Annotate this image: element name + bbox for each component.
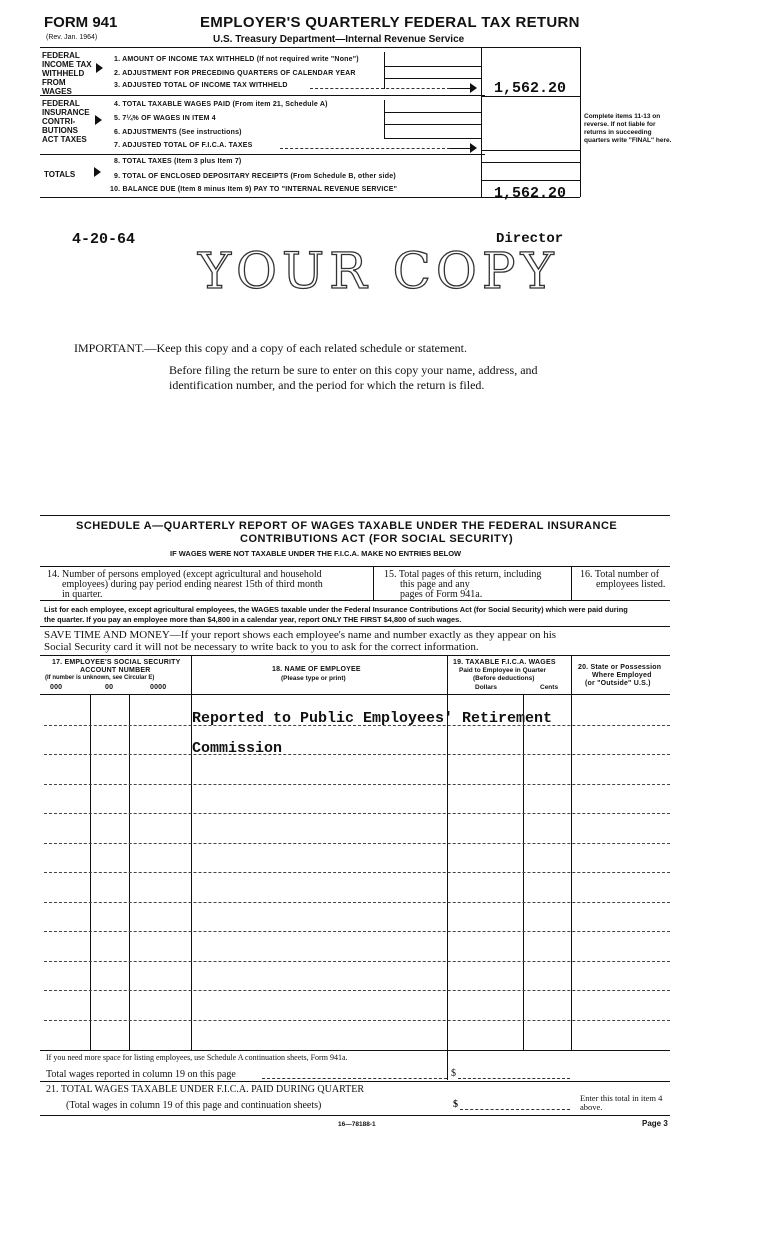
- entry-box-left-b: [384, 100, 385, 139]
- typed-entry-line-2[interactable]: Commission: [192, 740, 283, 757]
- schedule-title-1: SCHEDULE A—QUARTERLY REPORT OF WAGES TAXABLE UNDER THE FEDERAL INSURANCE: [76, 520, 618, 532]
- table-row: [44, 902, 670, 903]
- section-rule-1: [40, 95, 485, 96]
- table-row: [44, 754, 670, 755]
- enter-total-note: Enter this total in item 4 above.: [580, 1093, 663, 1112]
- schedule-top-rule: [40, 515, 670, 516]
- col-17-sub-2: 00: [105, 684, 114, 691]
- agency-line: U.S. Treasury Department—Internal Revenue Service: [213, 34, 465, 45]
- col-17-note: (If number is unknown, see Circular E): [45, 675, 155, 681]
- col-19-cents: Cents: [540, 684, 559, 691]
- leader-line-3: [310, 88, 450, 89]
- section-rule-2: [40, 154, 485, 155]
- table-row: [44, 931, 670, 932]
- item-21-line-2: (Total wages in column 19 of this page and continuation sheets): [66, 1100, 322, 1111]
- leader-line-7: [280, 148, 450, 149]
- total-wages-label: Total wages reported in column 19 on this page: [46, 1069, 236, 1080]
- save-line-1: SAVE TIME AND MONEY—If your report shows each employee's name and number exactly as they appear on his: [44, 629, 557, 641]
- item-21-rule: [40, 1081, 670, 1082]
- col-20-sub-b: (or "Outside" U.S.): [585, 680, 651, 687]
- col-17-sub-3: 0000: [150, 684, 167, 691]
- arrow-right-icon: [470, 83, 477, 93]
- important-lead: IMPORTANT.: [74, 341, 145, 355]
- total-wages-entry[interactable]: [458, 1078, 570, 1079]
- table-header-bottom-rule: [40, 694, 670, 695]
- items-divider-1: [373, 566, 374, 600]
- col-17-subtitle: ACCOUNT NUMBER: [80, 667, 151, 674]
- table-row: [44, 1020, 670, 1021]
- save-line-2: Social Security card it will not be necessary to write back to you to ask for the correct information.: [44, 641, 479, 653]
- arrow-line-7: [450, 148, 470, 149]
- arrow-line-3: [450, 88, 470, 89]
- your-copy-watermark: YOUR COPY: [198, 242, 559, 300]
- header-rule: [40, 47, 580, 48]
- income-tax-section-label: FEDERAL INCOME TAX WITHHELD FROM WAGES: [42, 51, 92, 96]
- entry-line-6: [384, 138, 481, 139]
- total-wages-leader: [262, 1078, 447, 1079]
- entry-line-4: [384, 112, 481, 113]
- entry-line-2: [384, 78, 481, 79]
- item-14-line-1: 14. Number of persons employed (except agricultural and household: [47, 569, 322, 580]
- amount-rule-9: [481, 180, 580, 181]
- amount-column-divider: [481, 47, 482, 197]
- important-line-3: identification number, and the period for which the return is filed.: [169, 378, 485, 392]
- table-bottom-rule: [40, 1050, 670, 1051]
- amount-rule-7: [481, 150, 580, 151]
- col-17-title: 17. EMPLOYEE'S SOCIAL SECURITY: [52, 659, 181, 666]
- line-4-label: 4. TOTAL TAXABLE WAGES PAID (From item 21, Schedule A): [114, 101, 328, 108]
- list-note-2: the quarter. If you pay an employee more than $4,800 in a calendar year, report ONLY THE FIRST $4,800 of such wages.: [44, 615, 462, 624]
- entry-line-5: [384, 124, 481, 125]
- col-19-dollars: Dollars: [475, 684, 498, 691]
- side-note: Complete items 11-13 on reverse. If not liable for returns in succeeding quarters write "FINAL" here.: [584, 113, 672, 144]
- page-number: Page 3: [642, 1119, 668, 1128]
- table-row: [44, 961, 670, 962]
- col-17-sub-1: 000: [50, 684, 63, 691]
- line-5-label: 5. 7¼% OF WAGES IN ITEM 4: [114, 115, 216, 122]
- pointer-icon: [95, 115, 102, 125]
- item-14-line-3: in quarter.: [62, 589, 103, 600]
- totals-section-label: TOTALS: [44, 170, 76, 179]
- total-wages-dollar: $: [451, 1068, 456, 1079]
- important-line-2: Before filing the return be sure to enter on this copy your name, address, and: [169, 363, 538, 377]
- pointer-icon: [96, 63, 103, 73]
- item-14-line-2: employees) during pay period ending nearest 15th of third month: [62, 579, 323, 590]
- item-15-line-1: 15. Total pages of this return, including: [384, 569, 542, 580]
- item-21-dollar: $: [453, 1099, 458, 1110]
- amount-column-right: [580, 47, 581, 197]
- line-7-label: 7. ADJUSTED TOTAL OF F.I.C.A. TAXES: [114, 142, 253, 149]
- table-row: [44, 990, 670, 991]
- important-text: —Keep this copy and a copy of each related schedule or statement.: [144, 341, 467, 355]
- col-18-title: 18. NAME OF EMPLOYEE: [272, 666, 361, 673]
- col-20-sub-a: Where Employed: [592, 672, 652, 679]
- line-9-label: 9. TOTAL OF ENCLOSED DEPOSITARY RECEIPTS (From Schedule B, other side): [114, 173, 396, 180]
- col-19-sub-a: Paid to Employee in Quarter: [459, 667, 547, 674]
- item-16-line-1: 16. Total number of: [580, 569, 660, 580]
- line-1-label: 1. AMOUNT OF INCOME TAX WITHHELD (If not required write "None"): [114, 56, 359, 63]
- schedule-title-2: CONTRIBUTIONS ACT (FOR SOCIAL SECURITY): [240, 533, 514, 545]
- item-16-line-2: employees listed.: [596, 579, 666, 590]
- col-20-title: 20. State or Possession: [578, 664, 662, 671]
- item-21-entry[interactable]: [460, 1109, 570, 1110]
- line-3-label: 3. ADJUSTED TOTAL OF INCOME TAX WITHHELD: [114, 82, 288, 89]
- form-number: FORM 941: [44, 14, 118, 31]
- item-21-line-1: 21. TOTAL WAGES TAXABLE UNDER F.I.C.A. PAID DURING QUARTER: [46, 1084, 365, 1095]
- pointer-icon: [94, 167, 101, 177]
- items-divider-2: [571, 566, 572, 600]
- form-revision: (Rev. Jan. 1964): [46, 34, 98, 41]
- table-row: [44, 872, 670, 873]
- form-code: 16—78188-1: [338, 1121, 376, 1128]
- fica-section-label: FEDERAL INSURANCE CONTRI- BUTIONS ACT TAXES: [42, 99, 90, 144]
- line-10-amount[interactable]: 1,562.20: [494, 185, 567, 202]
- arrow-right-icon: [470, 143, 477, 153]
- col-19-title: 19. TAXABLE F.I.C.A. WAGES: [453, 659, 556, 666]
- typed-entry-line-1[interactable]: Reported to Public Employees' Retirement: [192, 710, 553, 727]
- items-top-rule: [40, 566, 670, 567]
- line-6-label: 6. ADJUSTMENTS (See instructions): [114, 129, 242, 136]
- list-note-1: List for each employee, except agricultural employees, the WAGES taxable under the Federal Insurance Contributions Act (for Social Security) which were paid during: [44, 605, 628, 614]
- item-15-line-2: this page and any: [400, 579, 470, 590]
- table-row: [44, 784, 670, 785]
- schedule-subtitle: IF WAGES WERE NOT TAXABLE UNDER THE F.I.C.A. MAKE NO ENTRIES BELOW: [170, 549, 462, 558]
- line-3-amount[interactable]: 1,562.20: [494, 80, 567, 97]
- amount-rule-8: [481, 162, 580, 163]
- table-row: [44, 843, 670, 844]
- more-space-note: If you need more space for listing employees, use Schedule A continuation sheets, Form 941a.: [46, 1053, 348, 1062]
- item-15-line-3: pages of Form 941a.: [400, 589, 483, 600]
- table-row: [44, 813, 670, 814]
- list-note-rule: [40, 600, 670, 601]
- save-rule: [40, 626, 670, 627]
- line-2-label: 2. ADJUSTMENT FOR PRECEDING QUARTERS OF CALENDAR YEAR: [114, 70, 356, 77]
- col-19-sub-b: (Before deductions): [473, 675, 535, 682]
- schedule-bottom-rule: [40, 1115, 670, 1116]
- line-8-label: 8. TOTAL TAXES (Item 3 plus Item 7): [114, 158, 242, 165]
- entry-line-1: [384, 66, 481, 67]
- col-18-note: (Please type or print): [281, 675, 346, 682]
- form-title: EMPLOYER'S QUARTERLY FEDERAL TAX RETURN: [200, 14, 580, 31]
- entry-box-left-a: [384, 52, 385, 89]
- table-header-top-rule: [40, 655, 670, 656]
- important-note: [74, 341, 467, 356]
- line-10-label: 10. BALANCE DUE (Item 8 minus Item 9) PAY TO "INTERNAL REVENUE SERVICE": [110, 186, 398, 193]
- signature-date[interactable]: 4-20-64: [72, 231, 136, 248]
- signature-title[interactable]: Director: [496, 231, 564, 247]
